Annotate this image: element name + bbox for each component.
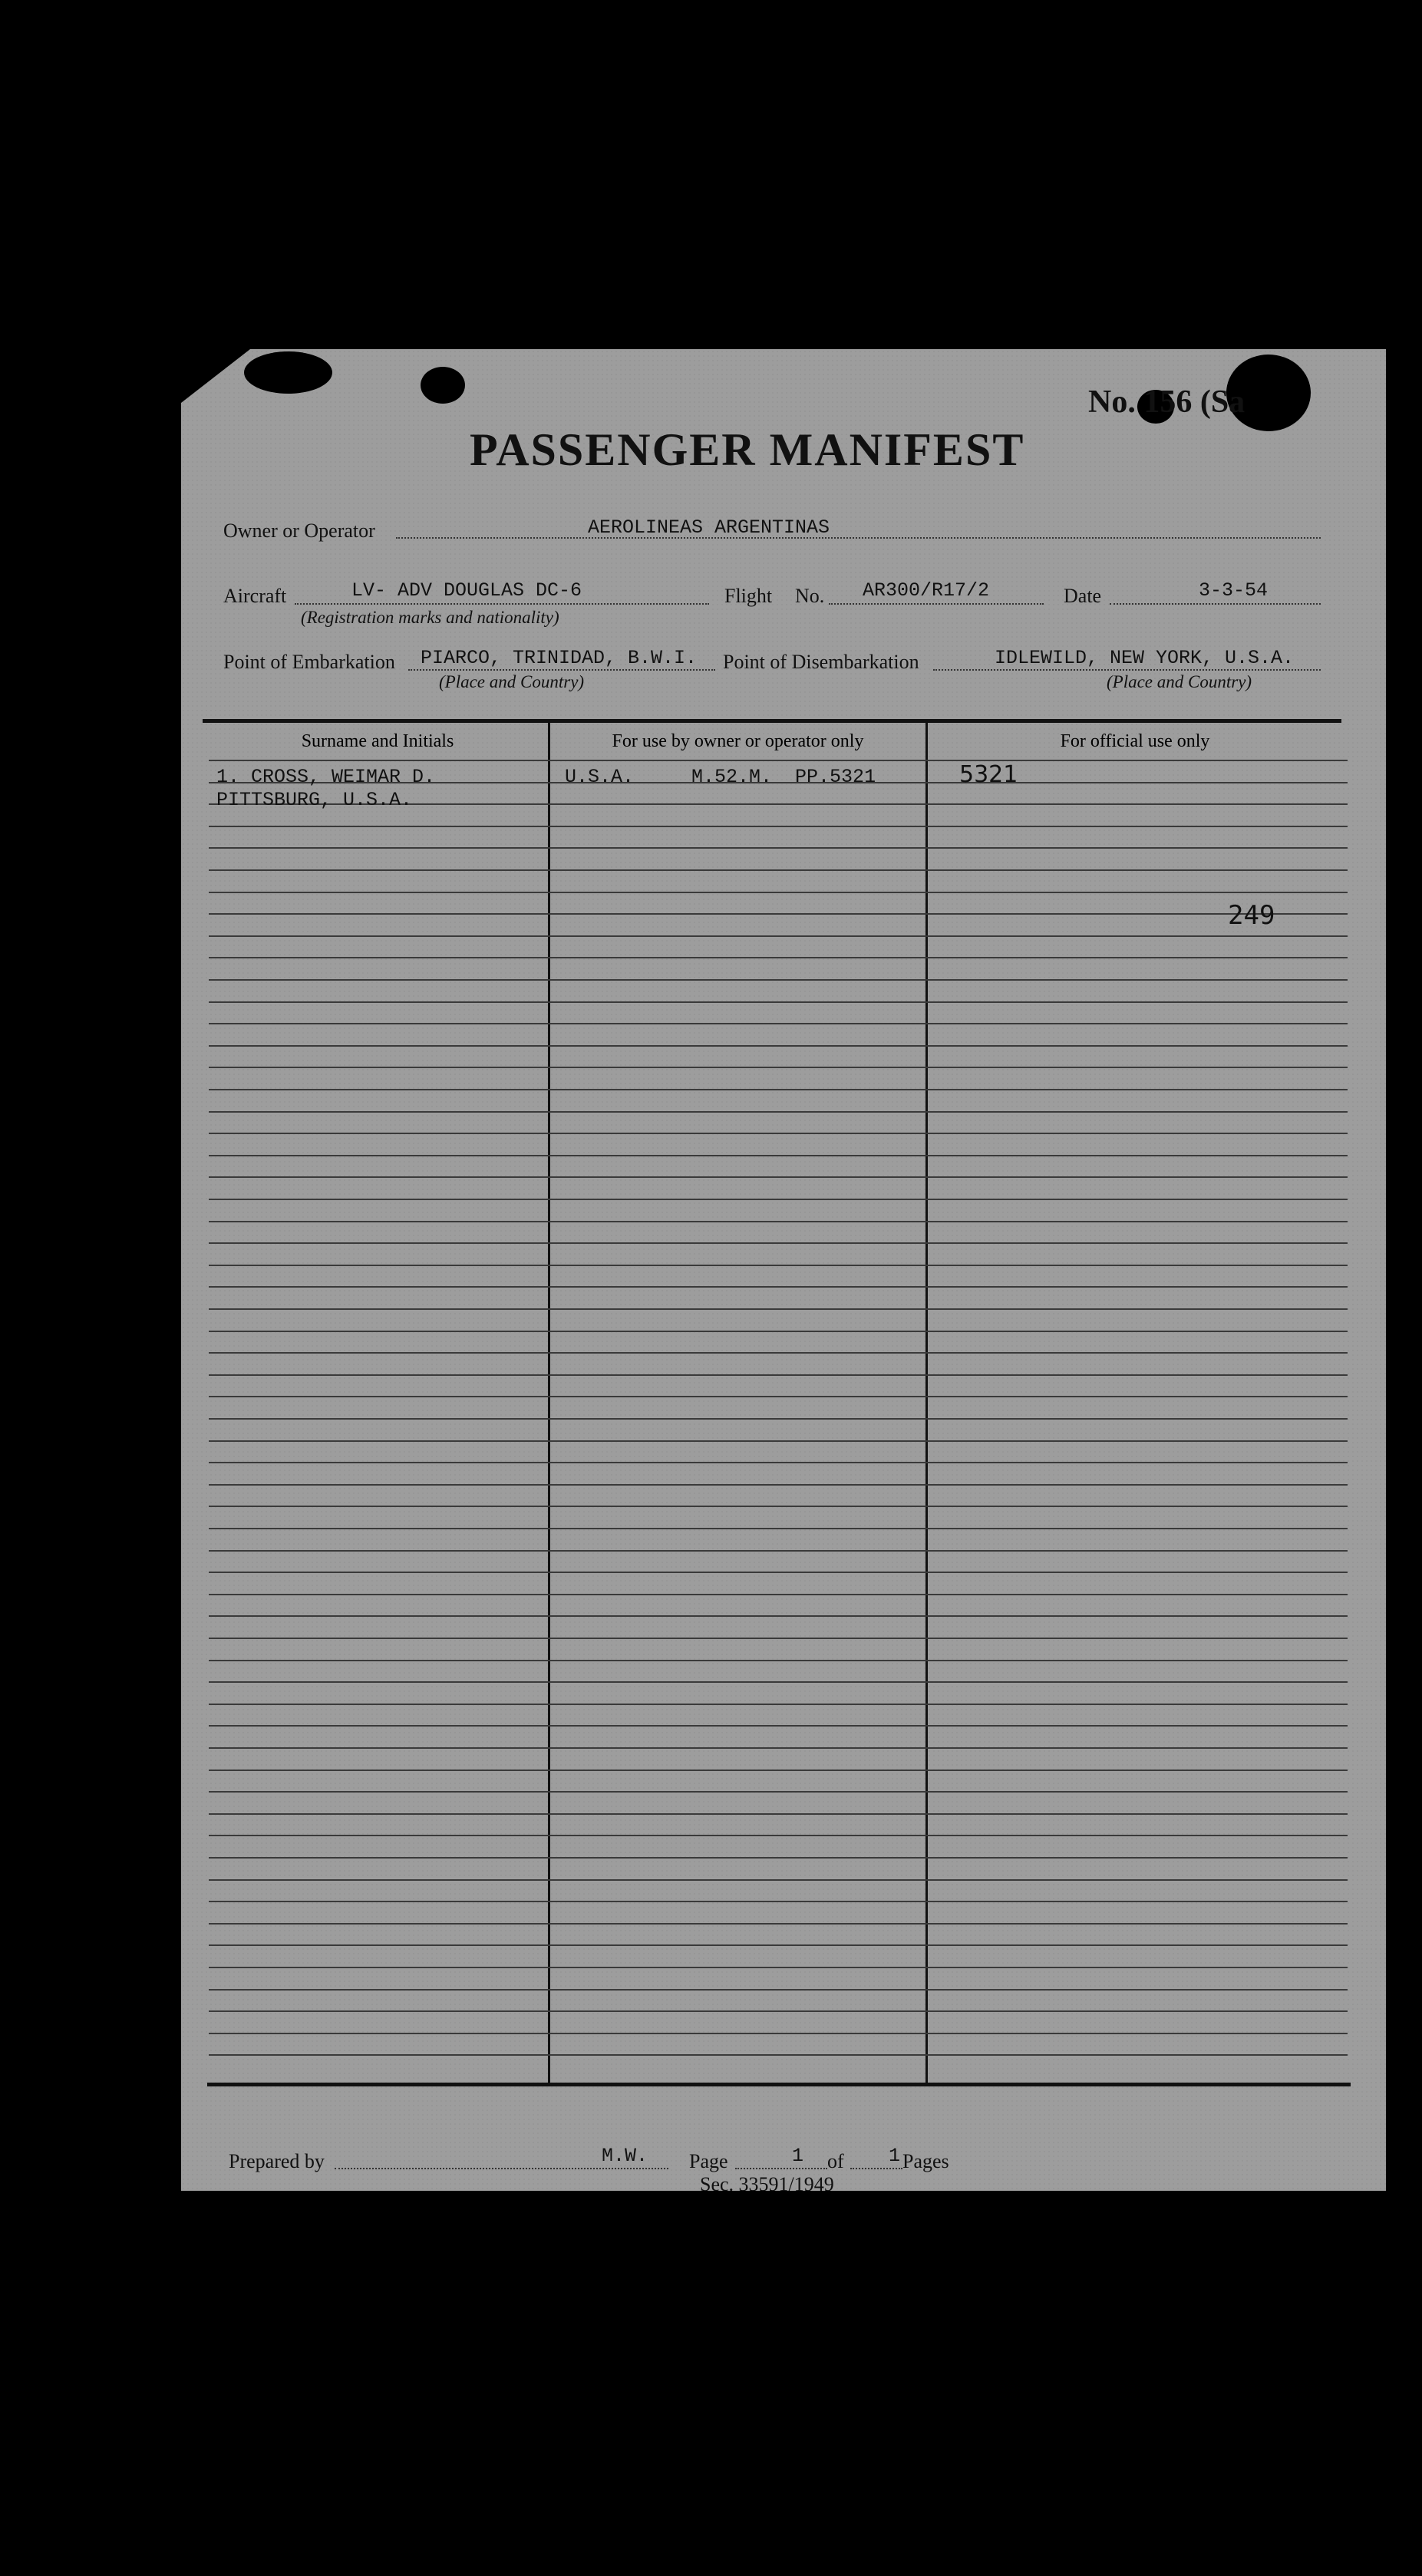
punch-hole [244,351,332,394]
flight-value: AR300/R17/2 [863,579,990,602]
table-rule-line [209,1001,1348,1003]
table-rule-line [209,1857,1348,1859]
table-rule-line [209,1199,1348,1200]
table-top-rule [203,719,1341,723]
table-rule-line [209,1331,1348,1332]
table-rule-line [209,1089,1348,1090]
table-rule-line [209,1660,1348,1661]
table-rule-line [209,1944,1348,1946]
disembarkation-note: (Place and Country) [1107,672,1252,691]
column-header-official: For official use only [1060,731,1210,751]
table-rule-line [209,1747,1348,1749]
punch-hole [421,367,465,404]
page-line [735,2168,827,2169]
table-rule-line [209,1462,1348,1463]
table-rule-line [209,1638,1348,1639]
table-rule-line [209,1967,1348,1968]
table-rule-line [209,1594,1348,1595]
table-rule-line [209,1725,1348,1727]
flight-no-label: No. [795,585,825,607]
page-label: Page [689,2150,728,2172]
of-label: of [827,2150,844,2172]
disembarkation-label: Point of Disembarkation [723,651,919,673]
folded-corner [181,349,250,403]
prepared-by-label: Prepared by [229,2150,325,2172]
table-rule-line [209,957,1348,958]
owner-line [396,537,1321,539]
table-rule-line [209,1835,1348,1836]
table-rule-line [209,1045,1348,1047]
table-rule-line [209,1440,1348,1442]
owner-label: Owner or Operator [223,519,375,542]
table-rule-line [209,847,1348,849]
section-reference: Sec. 33591/1949 [700,2173,834,2195]
aircraft-line [295,603,709,605]
prepared-by-line [335,2168,668,2169]
aircraft-note: (Registration marks and nationality) [301,608,559,627]
table-rule-line [209,1550,1348,1552]
official-entry: 5321 [959,761,1018,788]
table-rule-line [209,935,1348,937]
table-rule-line [209,1704,1348,1705]
table-rule-line [209,1484,1348,1486]
table-rule-line [209,2054,1348,2056]
table-rule-line [209,1879,1348,1881]
aircraft-value: LV- ADV DOUGLAS DC-6 [351,579,582,602]
pages-line [850,2168,902,2169]
table-rule-line [209,760,1348,761]
page-value: 1 [792,2145,804,2167]
table-rule-line [209,1308,1348,1310]
manifest-number: No. 156 (Sa [1088,384,1245,420]
table-rule-line [209,2033,1348,2034]
table-rule-line [209,1813,1348,1815]
passenger-residence: PITTSBURG, U.S.A. [216,789,413,811]
prepared-by-value: M.W. [602,2145,648,2167]
table-rule-line [209,1111,1348,1113]
embarkation-value: PIARCO, TRINIDAD, B.W.I. [421,647,698,669]
passenger-name: 1. CROSS, WEIMAR D. [216,766,436,788]
table-rule-line [209,1352,1348,1354]
table-rule-line [209,2010,1348,2012]
aircraft-label: Aircraft [223,585,287,607]
page-title: PASSENGER MANIFEST [470,424,1025,475]
table-rule-line [209,1176,1348,1178]
table-rule-line [209,1770,1348,1771]
table-rule-line [209,1989,1348,1991]
table-rule-line [209,1286,1348,1288]
table-rule-line [209,1396,1348,1397]
table-rule-line [209,1133,1348,1134]
date-value: 3-3-54 [1199,579,1269,602]
table-rule-line [209,1791,1348,1793]
table-rule-line [209,1572,1348,1573]
table-rule-line [209,1418,1348,1420]
column-header-surname: Surname and Initials [301,731,454,751]
flight-label: Flight [724,585,773,607]
disembarkation-line [933,669,1321,671]
date-label: Date [1064,585,1102,607]
table-rule-line [209,1374,1348,1376]
stamp-number: 249 [1228,900,1275,931]
embarkation-note: (Place and Country) [439,672,585,691]
table-rule-line [209,1681,1348,1683]
table-bottom-rule [207,2083,1351,2086]
operator-entry: U.S.A. M.52.M. PP.5321 [565,766,876,788]
table-rule-line [209,892,1348,893]
embarkation-label: Point of Embarkation [223,651,395,673]
table-rule-line [209,869,1348,871]
table-rule-line [209,1221,1348,1222]
table-rule-line [209,1615,1348,1617]
table-rule-line [209,1506,1348,1507]
column-header-operator: For use by owner or operator only [612,731,864,751]
table-rule-line [209,1923,1348,1925]
embarkation-line [408,669,715,671]
table-rule-line [209,979,1348,981]
table-rule-line [209,826,1348,827]
table-rule-line [209,1242,1348,1244]
table-rule-line [209,1023,1348,1024]
table-rule-line [209,1901,1348,1902]
date-line [1110,603,1321,605]
table-rule-line [209,1528,1348,1529]
pages-value: 1 [889,2145,901,2167]
table-rule-line [209,1265,1348,1266]
pages-label: Pages [902,2150,949,2172]
table-rule-line [209,1155,1348,1156]
flight-line [829,603,1044,605]
owner-value: AEROLINEAS ARGENTINAS [588,516,830,539]
table-rule-line [209,1067,1348,1068]
table-rule-line [209,913,1348,915]
disembarkation-value: IDLEWILD, NEW YORK, U.S.A. [995,647,1295,669]
